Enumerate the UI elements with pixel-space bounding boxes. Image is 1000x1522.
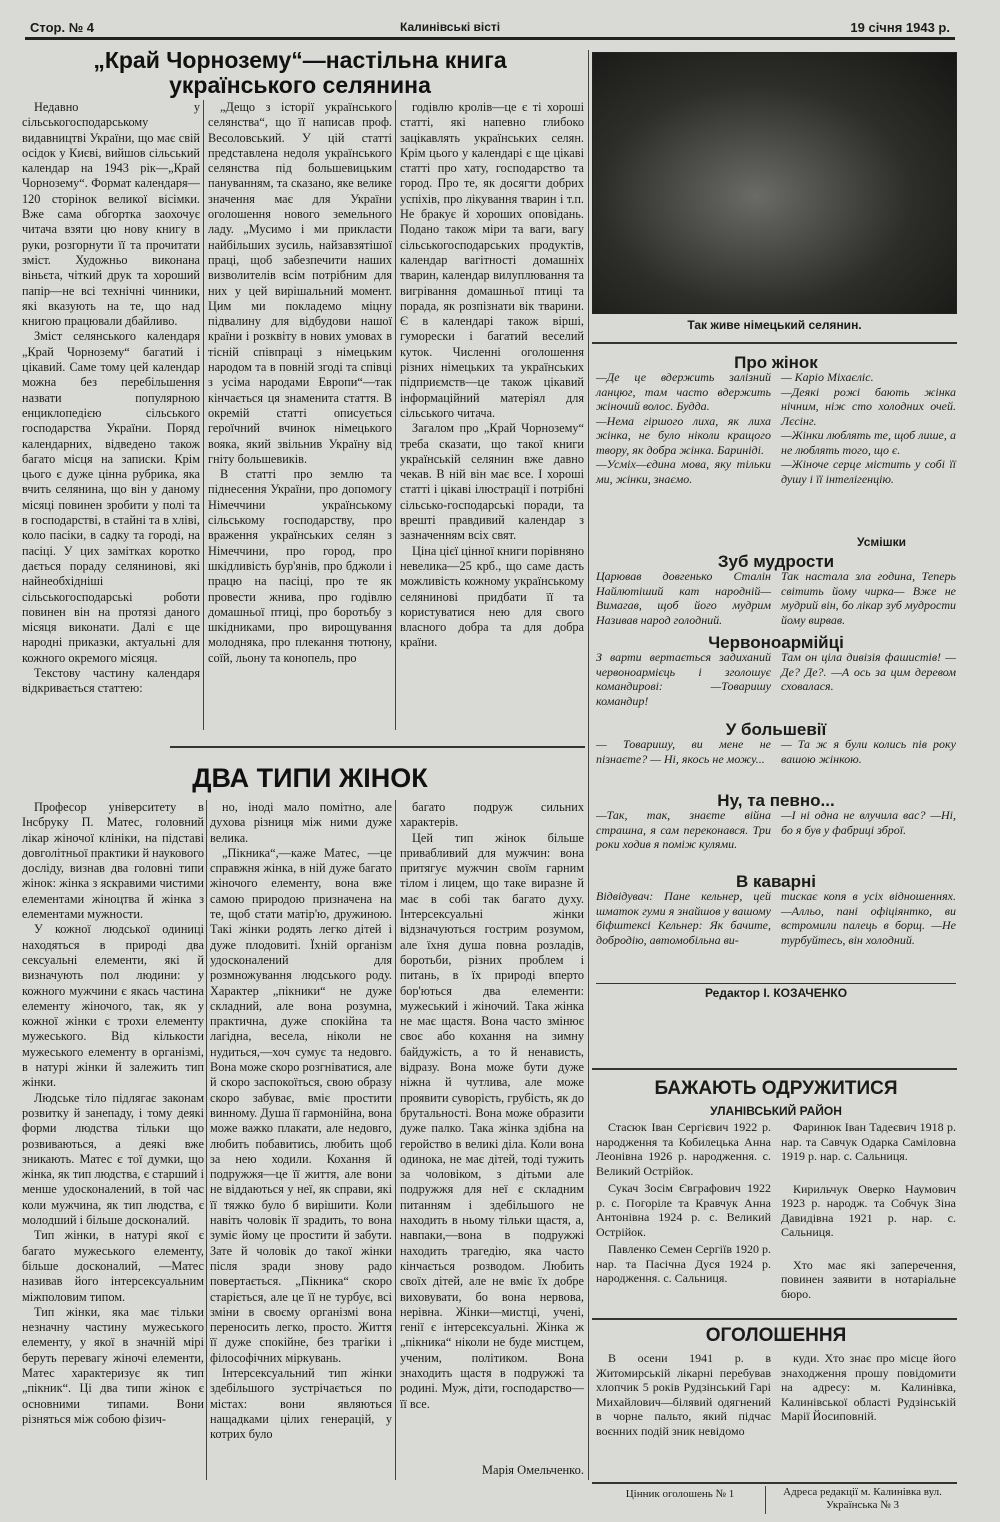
humor-text: Відвідувач: Пане кельнер, цей шматок гуми я знайшов у вашому біфштексі Кельнер: Як бачите, добродію, автомобільна ви- [596, 889, 771, 947]
divider [203, 100, 204, 730]
editor-line: Редактор І. КОЗАЧЕНКО [704, 986, 848, 1000]
marriage-notices [596, 1078, 956, 1301]
article-column [400, 800, 584, 1460]
divider [592, 1318, 957, 1320]
paragraph: годівлю кролів—це є ті хороші статті, які напевно глибоко зацікавлять українських селян. Крім цього у календарі є ще цікаві статті про хату, господарство та город. Про те, як досягти добрих успіхів, про лікування тварин і т.п. Не бракує й хороших оповідань. Подано також міри та ваги, вагу сільськогосподарських продуктів, календар вагітності домашніх тварин, календар вилуплювання та вигрівання домашньої птиці та порада, як розпізнати вік тварини. Є в календарі також вірші, гуморески і багатий веселий куток. Численні оголошення різних німецьких та українських підприємств—це також цікавий інформаційний матеріял для сільського читача. [400, 100, 584, 420]
paragraph: но, іноді мало помітно, але духова різниця між ними дуже велика. [210, 800, 392, 845]
marriage-entry: Сукач Зосім Євграфович 1922 р. с. Погоріле та Кравчук Анна Антонівна 1924 р. с. Великий Острійок. [596, 1181, 771, 1239]
section-title: БАЖАЮТЬ ОДРУЖИТИСЯ [654, 1078, 898, 1099]
humor-title: Ну, та певно... [717, 791, 835, 810]
article-column [400, 100, 584, 730]
issue-date: 19 січня 1943 р. [850, 20, 950, 35]
humor-text: —Де це вдержить залізний ланцюг, там часто вдержить жіночий волос. Будда. —Нема гіршого лиха, як лиха жінка, не було ніколи кращого твору, як добра жінка. Бариніді. —Усміх—єдина мова, яку тільки ми, жінки, знаємо. [596, 370, 771, 486]
marriage-entry: Фаринюк Іван Тадеєвич 1918 р. нар. та Савчук Одарка Саміловна 1919 р. нар. с. Сальниця. [781, 1120, 956, 1163]
paragraph: Тип жінки, яка має тільки незначну частину мужеського елементу, у якої в значній мірі беруть перевагу жіночі елементи, Матес характеризує як тип „пікник“. Ці два типи жінок є основними типами. Вони різняться між собою фізич- [22, 1304, 204, 1426]
section-title: ОГОЛОШЕННЯ [705, 1325, 847, 1346]
paragraph: Цей тип жінок більше привабливий для мужчин: вона притягує мужчин своїм гарним тілом і лицем, що таке виразне й має в собі так багато духу. Інтерсексуальні жінки відзначуються гострим розумом, але їхня душа повна розладів, боротьби, різних проблем і питань, в їх природі вперто бор'ються два елементи: мужеський і жіночий. Така жінка не має щастя. Вона часто змінює своє або кохання на зимну байдужість, а то й ненависть, відразу. Вона може бути дуже ніжна й чутлива, але може проявити суворість, грубість, як до брутальності. Вона може образити дуже палко. Така жінка здібна на геройство в великі діла. Коли вона одинока, не має дітей, тоді тужить за чоловіком, з дітьми але подружжя для неї є складним питанням і здебільшого не находить в ньому тільки щастя, а, навпаки,—вона в подружжі находить трагедію, яка часто кінчається розводом. Любить своїх дітей, але не вміє їх добре виховувати, бо вона нервова, нерівна. Жінки—мистці, учені, генії є інтерсексуальні. Жінка ж „пікника“ ніколи не буде мистцем, ученим, політиком. Вона знаходить щастя в подружжі та родині. Муж, діти, господарство—її все. [400, 830, 584, 1411]
humor-heading: Усмішки [857, 535, 906, 549]
divider [588, 50, 589, 1480]
paragraph: Текстову частину календаря відкривається статтею: [22, 665, 200, 696]
article-column [208, 100, 392, 730]
divider [592, 1482, 957, 1484]
divider [592, 1068, 957, 1070]
marriage-entry: Кирильчук Оверко Наумович 1923 р. народж. та Собчук Зіна Давидівна 1921 р. нар. с. Сальниця. [781, 1181, 956, 1239]
marriage-entry: Павленко Семен Сергіїв 1920 р. нар. та Пасічна Дуся 1924 р. народження. с. Сальниця. [596, 1242, 772, 1285]
paragraph: Зміст селянського календаря „Край Чорнозему“ багатий і цікавий. Саме тому цей календар можна без перебільшення назвати популярною енциклопедією сільського господарства України. Поряд календарних, відведено також багато місця на записки. Крім цього є дуже цінна рубрика, яка вчить селянина, що він у даному місяці повинен зробити у полі та в господарстві, в стайні та в хліві, коло пасіки, в садку та городі, на пасіці. У цих замітках коротко дається пораду селянинові, які найнеобхідніші сільськогосподарські роботи повинен він на протязі даного місяця виконати. Далі є ще народні приказки, актуальні для кожного окремого місяця. [22, 329, 200, 665]
humor-title: Про жінок [734, 353, 818, 372]
humor-title: Червоноармійці [708, 633, 844, 652]
paragraph: Ціна цієї цінної книги порівняно невелика—25 крб., що саме дасть можливість кожному українському селянинові придбати її та користуватися нею для свого власного добра та для добра країни. [400, 543, 584, 650]
notice-text: В осени 1941 р. в Житомирській лікарні перебував хлопчик 5 років Рудзінський Гарі Михайлович—білявий одягнений в чорне пальто, який підчас воєнних подій зник невідомо [596, 1351, 771, 1438]
editorial-address: Адреса редакції м. Калинівка вул. Українська № 3 [783, 1486, 942, 1511]
humor-section [596, 355, 956, 1001]
paragraph: Тип жінки, в натурі якої є багато мужеського елементу, більше досконалий, —Матес називав його інтерсексуальним міжполовим типом. [22, 1228, 204, 1304]
paragraph: „Дещо з історії українського селянства“, що її написав проф. Весоловський. У цій статті представлена недоля українського селянства під большевицьким пануванням, та сказано, яке велике значення має для України оголошення нового земельного ладу. „Мусимо і ми прикласти найбільших зусиль, найзавзятішої праці, щоб забезпечити наших визволителів всім потрібним для них у цей вирішальний момент. Цим ми покладемо міцну підвалину для відбудови нашої країни і розквіту в нових умовах в тісній співпраці з німецьким народом та в повній згоді та співці з усіма народами Европи“—так кінчається ця знаменита стаття. В окремій статті описується героїчний вчинок німецького вояка, який звільнив Україну від гніту большевиків. [208, 100, 392, 466]
divider [592, 342, 957, 344]
divider [170, 746, 585, 748]
article-column [22, 100, 200, 730]
humor-title: Зуб мудрости [717, 552, 835, 571]
humor-title: У большевії [725, 720, 827, 739]
marriage-entry: Стасюк Іван Сергієвич 1922 р. народження та Кобилецька Анна Леонівна 1926 р. народження. с. Великий Острійок. [596, 1120, 771, 1178]
article-column [22, 800, 204, 1480]
divider [395, 100, 396, 730]
article-title: „Край Чорнозему“—настільна книга українського селянина [93, 47, 507, 98]
divider [206, 800, 207, 1480]
announcement [596, 1325, 956, 1438]
article-author: Марія Омельченко. [481, 1463, 584, 1477]
paragraph: Недавно у сільськогосподарському видавництві України, що має свій осідок у Києві, вийшов сільський календар на 1943 рік—„Край Чорнозему“. Формат календаря—120 сторінок великої вісімки. Вже сама обгортка заохочує читача взяти цю нову книгу в руки, розгорнути її та прочитати зміст. Художньо виконана віньєта, чіткий друк та хороший папір—не всі технічні чинники, які вказують на те, що над книгою працювали дбайливо. [22, 100, 200, 329]
paragraph: „Пікника“,—каже Матес, —це справжня жінка, в ній дуже багато жіночого елементу, вона вже самою природою призначена на те, щоб стати матір'ю, дружиною. Такі жінки родять легко дітей і дуже плодовиті. Їхній організм удосконалений для розмножування людського роду. Характер „пікники“ не дуже складний, але вона розумна, практична, дуже спокійна та лагідна, весела, ніколи не нудиться,—хоч сумує та недовго. Вона може скоро розгніватися, але й скоро заспокоїться, свою образу скоро забуває, вміє простити винному. Душа її гармонійна, вона може важко плакати, але недовго, любить побавитись, любить щоб за нею ходили. Кохання й подружжя—це її життя, але вони не віддаються у неї, як справи, які її тяжко було б вирішити. Коли навіть чоловік її зрадить, то вона зуміє йому це простити й забути. Зате й чоловік до такої жінки після зради знову радо повертається. „Пікника“ скоро старіється, але це її не турбує, всі зміни в своєму організмі вона переносить легко, просто. Життя її дуже спокійне, без трагіки і філософічних міркувань. [210, 845, 392, 1365]
notice-text: куди. Хто знає про місце його знаходження прошу повідомити на адресу: м. Калинівка, Калинівської області Рудзінській Марії Йосиповній. [781, 1351, 956, 1423]
humor-text: Так настала зла година, Теперь світить йому чирка— Вже не мудрий він, бо лікар зуб мудрости йому вирвав. [781, 569, 956, 627]
paragraph: У кожної людської одиниці находяться в природі два сексуальні елементи, які й визначують пол людини: у кожного мужчини є якась частина елементу жіночого, так, як у кожної жінки є трохи елементу мужеського. Від кількости мужеського елементу в організмі, в натурі жінки й залежить тип жінки. [22, 922, 204, 1090]
district-name: УЛАНІВСЬКИЙ РАЙОН [710, 1104, 842, 1118]
paragraph: Професор університету в Інсбруку П. Матес, головний лікар жіночої клініки, на підставі довголітньої практики й наукового досліду, визнав два головні типи жінок: жінка з яскравими чистими елементами жіноцтва й жінка з елементами мужности. [22, 800, 204, 922]
divider [765, 1486, 766, 1514]
humor-title: В каварні [735, 872, 817, 891]
article-title: ДВА ТИПИ ЖІНОК [192, 763, 428, 793]
paragraph: Загалом про „Край Чорнозему“ треба сказати, що такої книги українській селянин вже давно чекав. В ній він має все. І хороші статті і цікаві ілюстрації і потрібні сільсько-господарські поради, та врешті правдивий календар з зазначенням всіх свят. [400, 421, 584, 543]
humor-text: — Та ж я були колись пів року вашою жінкою. [781, 737, 956, 766]
humor-text: Царював довгенько Сталін Найлютіший кат народній— Вимагав, щоб його мудрим Називав народ голодний. [596, 569, 771, 627]
humor-text: —Так, так, знаєте війна страшна, я сам переконався. Три роки ходив я поміж кулями. [596, 808, 771, 851]
paragraph: В статті про землю та піднесення України, про допомогу Німеччини українському сільському господарству, про враження українських селян з Німеччини, про город, про шкідливість бур'янів, про бджоли і працю на пасіці, про те як провести жнива, про годівлю домашньої птиці, про боротьбу з шкідниками, про вирощування молодняка, про плекання тютюну, соїй, льону та конопель, про [208, 467, 392, 665]
photo-farmer-family [592, 52, 957, 314]
paragraph: багато подруж сильних характерів. [400, 800, 584, 830]
article-column [210, 800, 392, 1480]
humor-text: —І ні одна не влучила вас? —Ні, бо я був у фабриці зброї. [781, 808, 956, 837]
paragraph: Інтерсексуальний тип жінки здебільшого зустрічається по містах: вони являються нащадками цілих генерацій, у котрих було [210, 1365, 392, 1442]
newspaper-name: Калинівські вісті [400, 20, 501, 34]
ad-price: Цінник оголошень № 1 [625, 1488, 735, 1500]
divider [395, 800, 396, 1480]
paragraph: Людське тіло підлягає законам розвитку й занепаду, і тому деякі форми людства тільки що розвиваються, а деякі вже зникають. Матес є тої думки, що жінка, як тип людства, є старший і менше удосконалений, в той час коли мужчина, як тип людства, є молодший і більше досконалий. [22, 1090, 204, 1228]
photo-caption: Так живе німецький селянин. [687, 318, 862, 332]
humor-text: тискає копя в усіх відношеннях. —Алльо, пані офіціянтко, ви встромили палець в борщ. —Не турбуйтесь, він холодний. [781, 889, 956, 947]
marriage-note: Хто має які заперечення, повинен заявити в нотаріальне бюро. [781, 1257, 956, 1301]
page-header [25, 18, 955, 40]
humor-text: З варти вертається задиханий червоноармієць і зголошує командирові: —Товаришу командир! [596, 650, 771, 708]
humor-text: — Товаришу, ви мене не пізнаєте? — Ні, якось не можу... [596, 737, 771, 766]
page-number: Стор. № 4 [30, 20, 95, 35]
humor-text: — Каріо Міхаєліс. —Деякі рожі бають жінка нічним, ніж сто холодних очей. Лєсінг. —Жінки люблять те, щоб лише, а не люблять того, що є. —Жіноче серце містить у собі її душу і її інтелігенцію. [781, 370, 956, 486]
humor-text: Там он ціла дивізія фашистів! —Де? Де?. —А ось за цим деревом сховалася. [781, 650, 956, 693]
